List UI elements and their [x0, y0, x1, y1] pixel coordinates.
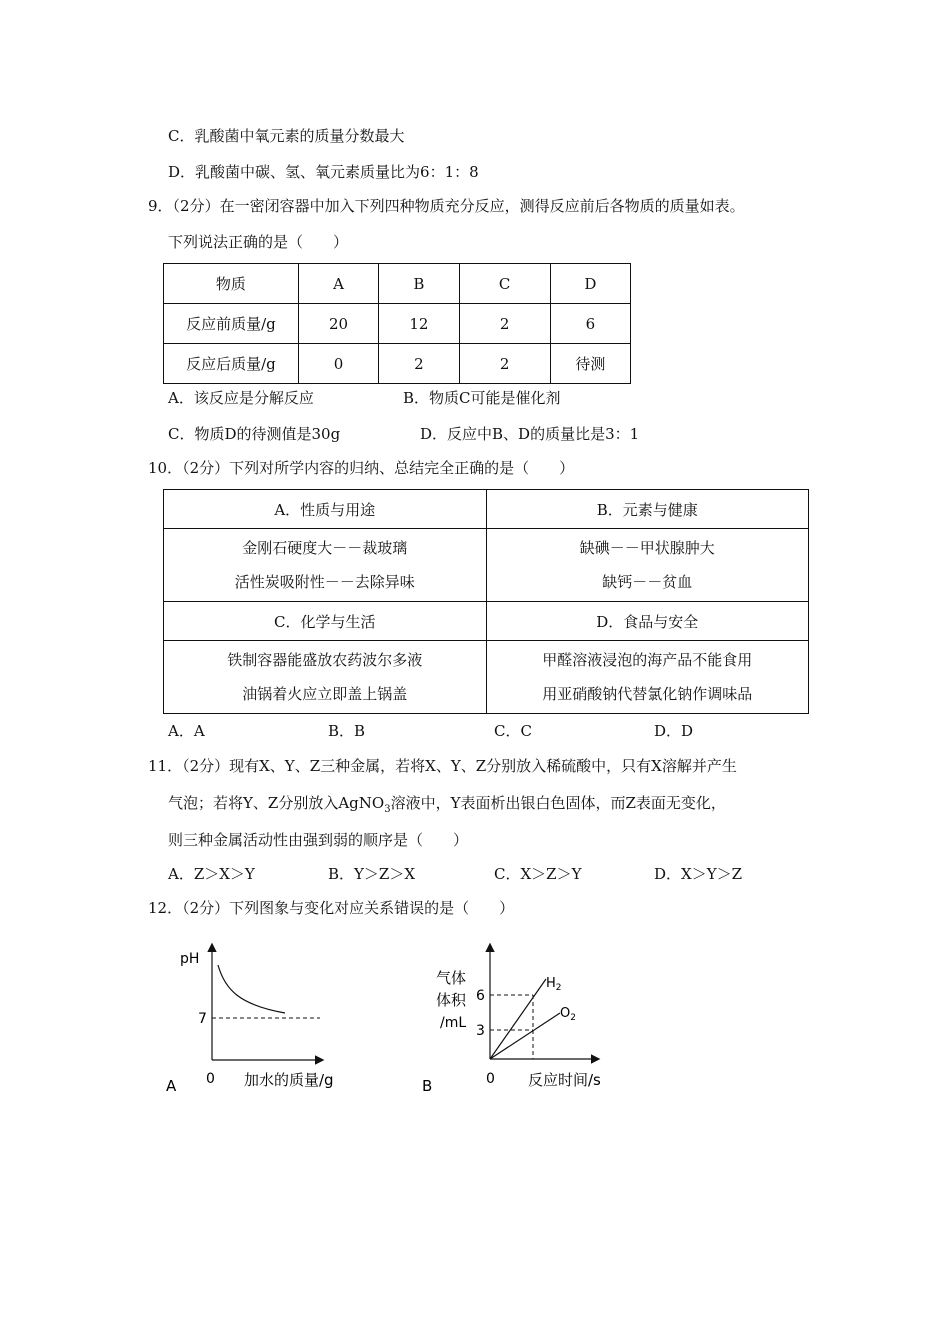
graph-b-ylabel-2: 体积 — [436, 991, 467, 1009]
q10-table — [163, 489, 809, 714]
table-row — [164, 529, 809, 602]
q11-stem-line2 — [168, 793, 726, 820]
graph-b-o2-line — [490, 1013, 560, 1059]
table-header-cell: 物质 — [164, 264, 299, 304]
graph-b-tick-6: 6 — [476, 988, 485, 1004]
graph-a-tick-7: 7 — [198, 1011, 207, 1027]
q10-cell-c-body — [164, 641, 487, 714]
table-cell: 2 — [459, 344, 550, 384]
table-row — [164, 304, 631, 344]
q10-cell-b-body — [486, 529, 809, 602]
q11-line2-post: 溶液中，Y表面析出银白色固体，而Z表面无变化， — [390, 794, 726, 812]
graph-b-label: B — [422, 1077, 433, 1095]
q11-option-d: D．X＞Y＞Z — [654, 865, 743, 883]
graph-b-o2-text: O — [560, 1006, 571, 1021]
graph-a-xlabel: 加水的质量/g — [244, 1071, 334, 1089]
table-cell: 反应后质量/g — [164, 344, 299, 384]
graph-b-o2-label — [560, 1006, 576, 1023]
q10-cell-c-title: C．化学与生活 — [164, 602, 487, 641]
graph-b-ylabel-1: 气体 — [436, 969, 467, 987]
q11-option-a: A．Z＞X＞Y — [168, 865, 255, 883]
q10-option-b: B．B — [328, 722, 366, 740]
graph-b-tick-3: 3 — [476, 1023, 485, 1039]
q11-line2-sub: 3 — [384, 804, 391, 815]
table-header-cell: B — [379, 264, 459, 304]
table-cell: 12 — [379, 304, 459, 344]
graph-a-curve — [218, 965, 285, 1013]
graph-b-h2-sub: 2 — [555, 983, 562, 993]
q8-option-d: D．乳酸菌中碳、氢、氧元素质量比为6：1：8 — [168, 163, 479, 181]
graph-b-xlabel: 反应时间/s — [528, 1071, 601, 1089]
q10-d-line2: 用亚硝酸钠代替氯化钠作调味品 — [542, 685, 753, 703]
q10-cell-b-title: B．元素与健康 — [486, 490, 809, 529]
q10-option-c: C．C — [494, 722, 532, 740]
q10-c-line2: 油锅着火应立即盖上锅盖 — [242, 685, 408, 703]
q10-cell-a-body — [164, 529, 487, 602]
graph-b-h2-line — [490, 979, 546, 1059]
table-cell: 2 — [379, 344, 459, 384]
table-row — [164, 602, 809, 641]
q10-cell-d-body — [486, 641, 809, 714]
q9-option-b: B．物质C可能是催化剂 — [403, 389, 561, 407]
q11-stem-line1: 11．（2分）现有X、Y、Z三种金属，若将X、Y、Z分别放入稀硫酸中，只有X溶解并产生 — [148, 757, 737, 775]
q10-option-a: A．A — [168, 722, 205, 740]
q10-b-line1: 缺碘－－甲状腺肿大 — [579, 539, 715, 557]
table-header-cell: A — [298, 264, 378, 304]
table-cell: 6 — [550, 304, 630, 344]
table-cell: 待测 — [550, 344, 630, 384]
q10-option-d: D．D — [654, 722, 694, 740]
table-row — [164, 641, 809, 714]
graph-a-label: A — [166, 1077, 177, 1095]
graph-a-ylabel: pH — [180, 951, 200, 967]
q9-option-c: C．物质D的待测值是30g — [168, 425, 341, 443]
q12-graph-a — [160, 935, 360, 1095]
table-cell: 反应前质量/g — [164, 304, 299, 344]
q11-option-c: C．X＞Z＞Y — [494, 865, 582, 883]
q10-a-line1: 金刚石硬度大－－裁玻璃 — [242, 539, 408, 557]
q12-stem: 12．（2分）下列图象与变化对应关系错误的是（ ） — [148, 899, 515, 917]
q10-cell-d-title: D．食品与安全 — [486, 602, 809, 641]
q9-stem-line2: 下列说法正确的是（ ） — [168, 233, 349, 251]
q10-c-line1: 铁制容器能盛放农药波尔多液 — [227, 651, 423, 669]
table-header-cell: D — [550, 264, 630, 304]
table-row — [164, 490, 809, 529]
q10-stem: 10．（2分）下列对所学内容的归纳、总结完全正确的是（ ） — [148, 459, 575, 477]
table-cell: 2 — [459, 304, 550, 344]
graph-b-h2-text: H — [546, 976, 556, 991]
graph-b-o2-sub: 2 — [570, 1013, 576, 1023]
graph-a-origin: 0 — [206, 1071, 215, 1087]
table-header-cell: C — [459, 264, 550, 304]
table-cell: 20 — [298, 304, 378, 344]
q11-stem-line3: 则三种金属活动性由强到弱的顺序是（ ） — [168, 831, 469, 849]
q9-option-a: A．该反应是分解反应 — [168, 389, 314, 407]
q11-line2-pre: 气泡；若将Y、Z分别放入AgNO — [168, 794, 385, 812]
q10-b-line2: 缺钙－－贫血 — [602, 573, 693, 591]
q9-option-d: D．反应中B、D的质量比是3：1 — [420, 425, 640, 443]
q8-option-c: C．乳酸菌中氧元素的质量分数最大 — [168, 127, 405, 145]
q9-table — [163, 263, 631, 384]
table-cell: 0 — [298, 344, 378, 384]
graph-b-origin: 0 — [486, 1071, 495, 1087]
q11-option-b: B．Y＞Z＞X — [328, 865, 416, 883]
q12-graph-b — [418, 935, 628, 1095]
q10-a-line2: 活性炭吸附性－－去除异味 — [234, 573, 415, 591]
graph-b-h2-label — [546, 976, 562, 993]
table-row — [164, 264, 631, 304]
graph-b-ylabel-3: /mL — [440, 1015, 467, 1031]
table-row — [164, 344, 631, 384]
q10-cell-a-title: A．性质与用途 — [164, 490, 487, 529]
q9-stem-line1: 9．（2分）在一密闭容器中加入下列四种物质充分反应，测得反应前后各物质的质量如表。 — [148, 197, 745, 215]
q10-d-line1: 甲醛溶液浸泡的海产品不能食用 — [542, 651, 753, 669]
